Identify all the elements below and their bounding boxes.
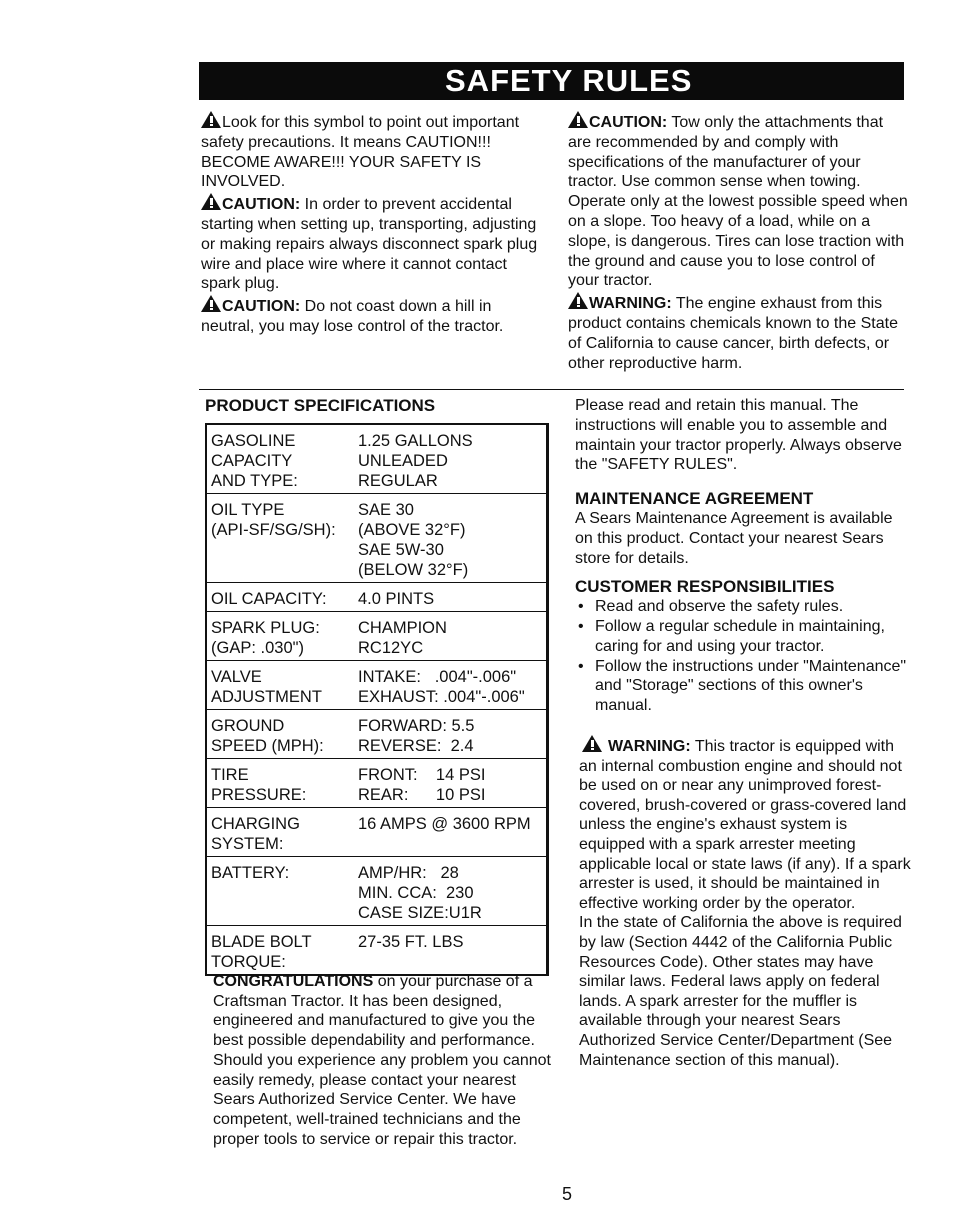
- spec-row: [207, 494, 546, 583]
- manual-intro: Please read and retain this manual. The instructions will enable you to assemble and maintain your tractor properly. Always observe the "SAFETY RULES".: [575, 397, 902, 474]
- spec-value: INTAKE: .004"-.006" EXHAUST: .004"-.006": [358, 668, 525, 706]
- spec-row: [207, 425, 546, 494]
- spec-label: VALVE ADJUSTMENT: [211, 668, 322, 706]
- spec-value: 4.0 PINTS: [358, 590, 435, 608]
- maintenance-agreement-heading: MAINTENANCE AGREEMENT: [575, 489, 814, 509]
- warning-triangle-icon: [201, 193, 221, 210]
- left-top-column: [201, 110, 549, 337]
- spec-label: OIL TYPE (API-SF/SG/SH):: [211, 501, 336, 539]
- spec-row: [207, 857, 546, 926]
- warning-triangle-icon: [201, 111, 221, 128]
- warning-triangle-icon: [568, 292, 588, 309]
- symbol-intro: Look for this symbol to point out important safety precautions. It means CAUTION!!! BECOME AWARE!!! YOUR SAFETY IS INVOLVED.: [201, 110, 549, 192]
- spark-arrester-section: [579, 734, 911, 1070]
- spec-row: [207, 808, 546, 857]
- warning-spark-arrester: WARNING: This tractor is equipped with an internal combustion engine and should not be used on or near any unimproved forest-covered, brush-covered or grass-covered land unless the engine's exhaust system is equipped with a spark arrester meeting applicable local or state laws (if any). If a spark arrester is used, it should be maintained in effective working order by the operator.: [579, 734, 911, 913]
- spec-label: BATTERY:: [211, 864, 290, 882]
- spec-row: [207, 661, 546, 710]
- congratulations-section: [213, 972, 553, 1149]
- spec-row: [207, 759, 546, 808]
- list-item: • Follow the instructions under "Maintenance" and "Storage" sections of this owner's manual.: [575, 657, 913, 716]
- customer-responsibilities-heading: CUSTOMER RESPONSIBILITIES: [575, 577, 835, 597]
- caution-towing: CAUTION: Tow only the attachments that are recommended by and comply with specifications of the manufacturer of your tractor. Use common sense when towing. Operate only at the lowest possible speed when on a slope. Too heavy of a load, while on a slope, is dangerous. Tires can lose traction with the ground and cause you to lose control of your tractor.: [568, 110, 910, 291]
- list-item: • Follow a regular schedule in maintaining, caring for and using your tractor.: [575, 617, 913, 657]
- warning-california-exhaust: WARNING: The engine exhaust from this product contains chemicals known to the State of California to cause cancer, birth defects, or other reproductive harm.: [568, 291, 910, 373]
- spec-value: 27-35 FT. LBS: [358, 933, 464, 951]
- spec-row: [207, 710, 546, 759]
- spec-value: AMP/HR: 28 MIN. CCA: 230 CASE SIZE:U1R: [358, 864, 482, 922]
- spec-label: GASOLINE CAPACITY AND TYPE:: [211, 432, 298, 490]
- warning-triangle-icon: [568, 111, 588, 128]
- caution-accidental-start: CAUTION: In order to prevent accidental starting when setting up, transporting, adjusting or making repairs always disconnect spark plug wire and place wire where it cannot contact spark plug.: [201, 192, 549, 294]
- spec-value: 1.25 GALLONS UNLEADED REGULAR: [358, 432, 473, 490]
- spec-label: SPARK PLUG: (GAP: .030"): [211, 619, 320, 657]
- product-specs-heading: PRODUCT SPECIFICATIONS: [205, 396, 436, 415]
- spec-label: CHARGING SYSTEM:: [211, 815, 300, 853]
- spec-value: 16 AMPS @ 3600 RPM: [358, 815, 531, 833]
- responsibilities-list: [575, 597, 913, 716]
- spec-value: CHAMPION RC12YC: [358, 619, 447, 657]
- right-bottom-column: [575, 396, 913, 716]
- right-top-column: [568, 110, 910, 373]
- spec-row: [207, 926, 546, 974]
- safety-rules-banner: [199, 62, 904, 100]
- spec-label: TIRE PRESSURE:: [211, 766, 307, 804]
- banner-title: SAFETY RULES: [445, 63, 693, 98]
- spec-label: OIL CAPACITY:: [211, 590, 327, 608]
- spec-row: [207, 612, 546, 661]
- california-law-text: In the state of California the above is required by law (Section 4442 of the California Public Resources Code). Other states may have similar laws. Federal laws apply on federal lands. A spark arrester for the muffler is available through your nearest Sears Authorized Service Center/Department (See Maintenance section of this manual).: [579, 914, 902, 1069]
- spec-row: [207, 583, 546, 612]
- maintenance-agreement-text: A Sears Maintenance Agreement is available on this product. Contact your nearest Sears store for details.: [575, 509, 893, 567]
- spec-value: FRONT: 14 PSI REAR: 10 PSI: [358, 766, 486, 804]
- warning-triangle-icon: [582, 735, 602, 752]
- product-specs-table: [205, 423, 549, 976]
- warning-triangle-icon: [201, 295, 221, 312]
- list-item: • Read and observe the safety rules.: [575, 597, 913, 617]
- service-paragraph: Should you experience any problem you cannot easily remedy, please contact your nearest Sears Authorized Service Center. We have competent, well-trained technicians and the proper tools to service or repair this tractor.: [213, 1051, 551, 1148]
- spec-value: FORWARD: 5.5 REVERSE: 2.4: [358, 717, 475, 755]
- page-number: 5: [562, 1184, 573, 1204]
- spec-value: SAE 30 (ABOVE 32°F) SAE 5W-30 (BELOW 32°F): [358, 501, 469, 579]
- spec-label: BLADE BOLT TORQUE:: [211, 933, 312, 971]
- caution-coast-downhill: CAUTION: Do not coast down a hill in neutral, you may lose control of the tractor.: [201, 294, 549, 337]
- congratulations-paragraph: CONGRATULATIONS on your purchase of a Craftsman Tractor. It has been designed, engineered and manufactured to give you the best possible dependability and performance.: [213, 973, 536, 1050]
- spec-label: GROUND SPEED (MPH):: [211, 717, 324, 755]
- section-divider: [199, 389, 904, 390]
